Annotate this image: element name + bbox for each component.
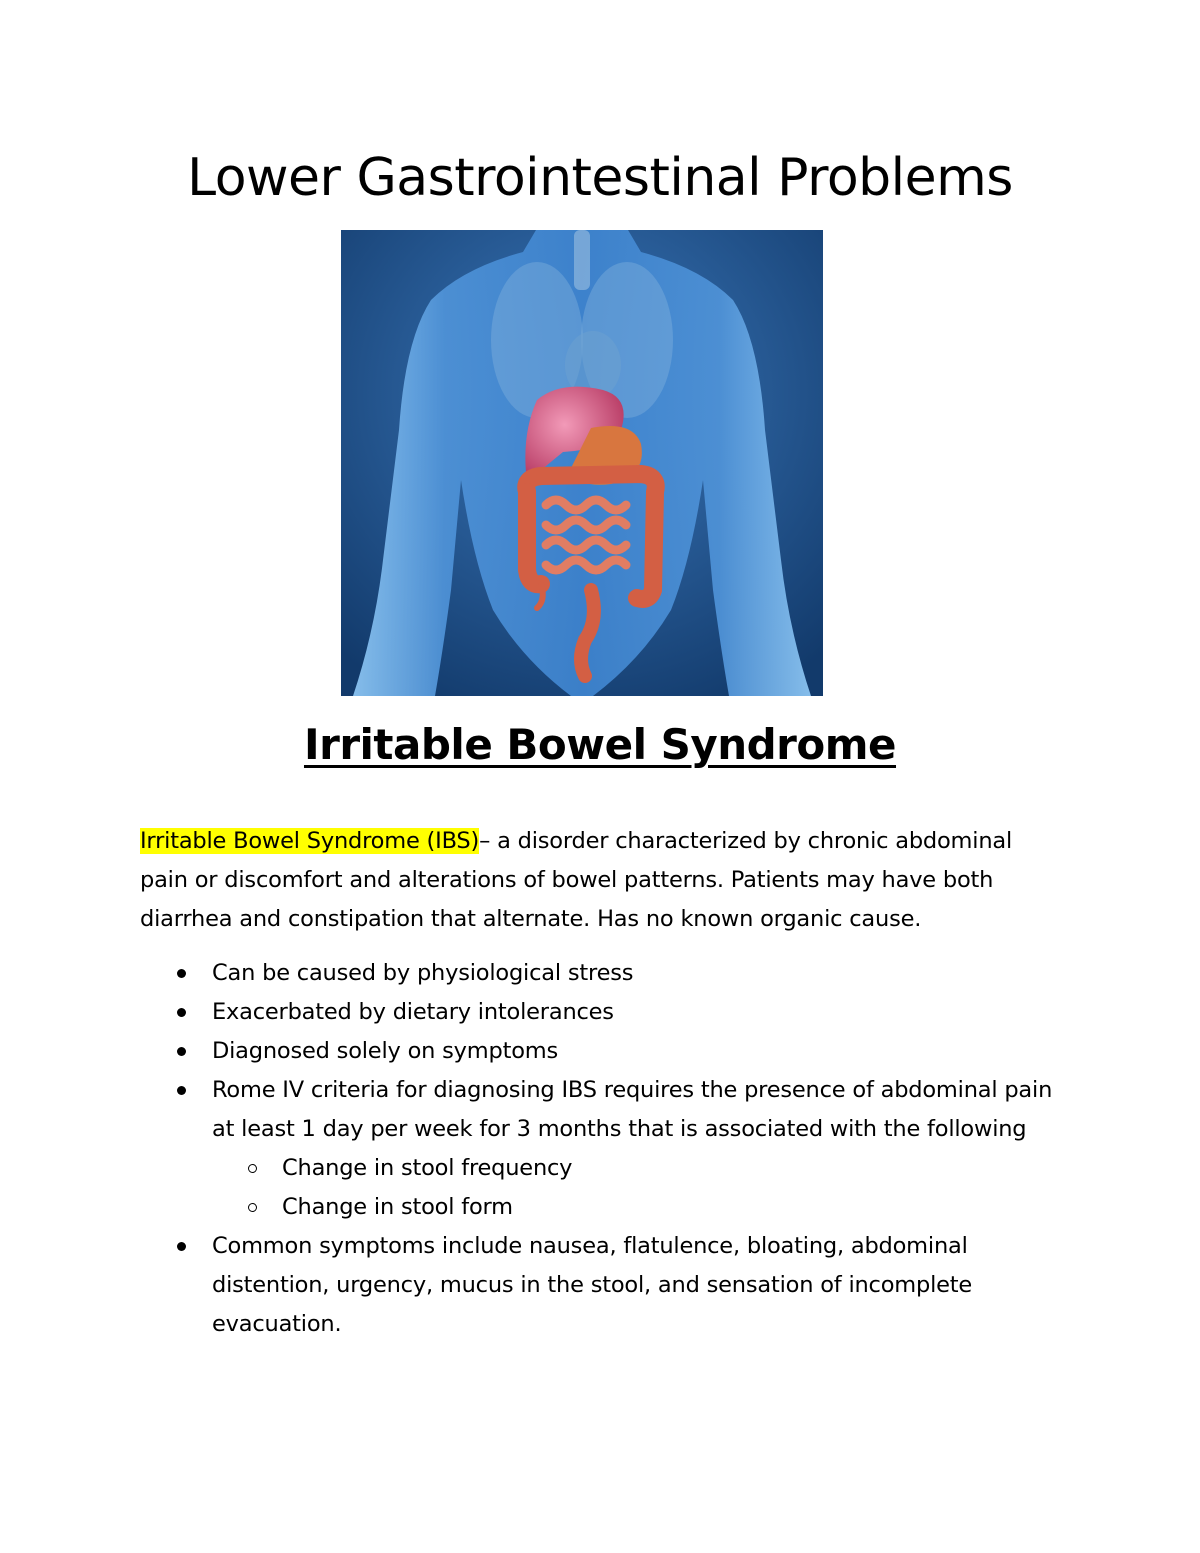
definition-paragraph: [140, 822, 1060, 939]
list-item: Diagnosed solely on symptoms: [140, 1032, 1060, 1071]
highlighted-term: Irritable Bowel Syndrome (IBS): [140, 828, 480, 854]
list-item: Common symptoms include nausea, flatulence, bloating, abdominal distention, urgency, mucus in the stool, and sensation of incomplete evacuation.: [140, 1227, 1060, 1344]
definition-text: – a disorder characterized by chronic abdominal pain or discomfort and alterations of bowel patterns. Patients may have both diarrhea and constipation that alternate. Has no known organic cause.: [140, 828, 1013, 932]
sub-list-item: Change in stool frequency: [212, 1149, 1060, 1188]
digestive-system-illustration: [341, 230, 823, 696]
page-title: Lower Gastrointestinal Problems: [187, 148, 1013, 208]
list-item: Exacerbated by dietary intolerances: [140, 993, 1060, 1032]
criteria-sublist: [212, 1149, 1060, 1227]
section-heading: Irritable Bowel Syndrome: [303, 720, 897, 769]
symptom-list: [140, 954, 1060, 1344]
sub-list-item: Change in stool form: [212, 1188, 1060, 1227]
list-item: Rome IV criteria for diagnosing IBS requires the presence of abdominal pain at least 1 day per week for 3 months that is associated with the following Change in stool frequency Change in stool form: [140, 1071, 1060, 1227]
list-item: Can be caused by physiological stress: [140, 954, 1060, 993]
